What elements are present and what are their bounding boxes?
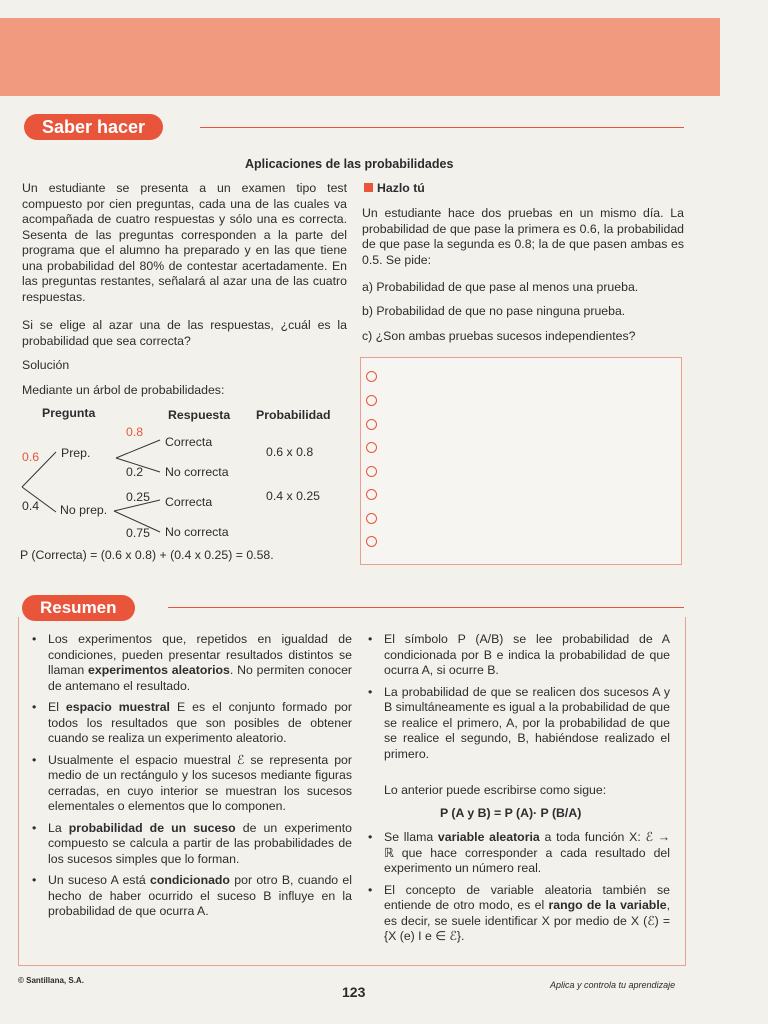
question-text: Si se elige al azar una de las respuestas, ¿cuál es la probabilidad que sea correcta? (22, 318, 347, 348)
hazlo-tu-text: Un estudiante hace dos pruebas en un mismo día. La probabilidad de que pase la primera es 0.6, la probabilidad de que pase la segunda es 0.8; la de que pasen ambas es 0.5. Se pide: (362, 206, 684, 267)
saber-hacer-label: Saber hacer (42, 117, 146, 137)
summary-item: • La probabilidad de un suceso de un experimento compuesto se calcula a partir de las probabilidades de los sucesos simples que lo forman. (24, 821, 352, 868)
summary-item: • El símbolo P (A/B) se lee probabilidad de A condicionada por B e indica la probabilidad de que ocurra A, si ocurre B. (360, 632, 670, 679)
hazlo-tu-label: Hazlo tú (377, 181, 425, 195)
item-b: b) Probabilidad de que no pase ninguna prueba. (362, 304, 626, 318)
binder-ring-icon (366, 371, 377, 382)
footer-tagline: Aplica y controla tu aprendizaje (550, 980, 676, 990)
p-noprep: 0.4 (22, 499, 40, 513)
page-number: 123 (342, 984, 366, 1000)
problem-text: Un estudiante se presenta a un examen tipo test compuesto por cien preguntas, cada una de las cuales va acompañada de cuatro respuestas y sólo una es correcta. Sesenta de las preguntas corresponden a la parte del programa que el alumno ha preparado y en las que tiene una probabilidad del 80% de contestar acertadamente. En las preguntas restantes, señalará al azar una de las cuatro respuestas. (22, 181, 347, 304)
copyright: © Santillana, S.A. (18, 976, 84, 985)
formula: P (A y B) = P (A)· P (B/A) (440, 806, 582, 820)
summary-item: • Se llama variable aleatoria a toda función X: ℰ → ℝ que hace corresponder a cada resultado del experimento un número real. (360, 830, 670, 877)
prob1: 0.6 x 0.8 (266, 445, 314, 459)
summary-item: • Usualmente el espacio muestral ℰ se representa por medio de un rectángulo y los sucesos mediante figuras cerradas, en cuyo interior se muestran los sucesos elementales o elementos que lo componen. (24, 753, 352, 815)
solution-label: Solución (22, 358, 70, 372)
label-correcta2: Correcta (165, 495, 213, 509)
resumen-label: Resumen (40, 598, 117, 617)
solution-intro: Mediante un árbol de probabilidades: (22, 383, 225, 397)
summary-right-list (360, 632, 670, 768)
summary-item: • Los experimentos que, repetidos en igualdad de condiciones, pueden presentar resultados distintos se llaman experimentos aleatorios. No permiten conocer de antemano el resultado. (24, 632, 352, 694)
p-correcta1: 0.8 (126, 425, 144, 439)
summary-right-list-2 (360, 830, 670, 951)
binder-ring-icon (366, 466, 377, 477)
item-c: c) ¿Son ambas pruebas sucesos independientes? (362, 329, 636, 343)
label-prep: Prep. (61, 446, 91, 460)
formula-intro: Lo anterior puede escribirse como sigue: (384, 783, 607, 797)
p-nocorrecta1: 0.2 (126, 465, 144, 479)
result-formula: P (Correcta) = (0.6 x 0.8) + (0.4 x 0.25) = 0.58. (20, 548, 274, 562)
binder-ring-icon (366, 419, 377, 430)
binder-ring-icon (366, 536, 377, 547)
section-title: Aplicaciones de las probabilidades (245, 157, 454, 171)
binder-ring-icon (366, 395, 377, 406)
answer-box (360, 357, 682, 565)
hazlo-tu-heading (364, 181, 425, 197)
label-noprep: No prep. (60, 503, 108, 517)
binder-ring-icon (366, 513, 377, 524)
col-pregunta: Pregunta (42, 406, 96, 420)
p-correcta2: 0.25 (126, 490, 150, 504)
binder-ring-icon (366, 442, 377, 453)
p-nocorrecta2: 0.75 (126, 526, 150, 540)
summary-left-list (24, 632, 352, 926)
summary-item: • La probabilidad de que se realicen dos sucesos A y B simultáneamente es igual a la probabilidad de que se realice el primero, A, por la probabilidad de que se realice el segundo, B, habiéndose realizado el primero. (360, 685, 670, 763)
label-nocorrecta1: No correcta (165, 465, 229, 479)
prob2: 0.4 x 0.25 (266, 489, 321, 503)
summary-item: • Un suceso A está condicionado por otro B, cuando el hecho de haber ocurrido el suceso B influye en la probabilidad de que ocurra A. (24, 873, 352, 920)
branch-correcta1 (116, 440, 160, 458)
col-respuesta: Respuesta (168, 408, 231, 422)
square-bullet-icon (364, 183, 373, 192)
p-prep: 0.6 (22, 450, 40, 464)
summary-item: • El concepto de variable aleatoria también se entiende de otro modo, es el rango de la variable, es decir, se suele identificar X por medio de X (ℰ) = {X (e) I e ∈ ℰ}. (360, 883, 670, 945)
item-a: a) Probabilidad de que pase al menos una prueba. (362, 280, 639, 294)
col-probabilidad: Probabilidad (256, 408, 331, 422)
binder-ring-icon (366, 489, 377, 500)
divider-line (168, 607, 684, 608)
label-correcta1: Correcta (165, 435, 213, 449)
label-nocorrecta2: No correcta (165, 525, 229, 539)
summary-item: • El espacio muestral E es el conjunto formado por todos los resultados que son posibles de obtener cuando se realiza un experimento aleatorio. (24, 700, 352, 747)
